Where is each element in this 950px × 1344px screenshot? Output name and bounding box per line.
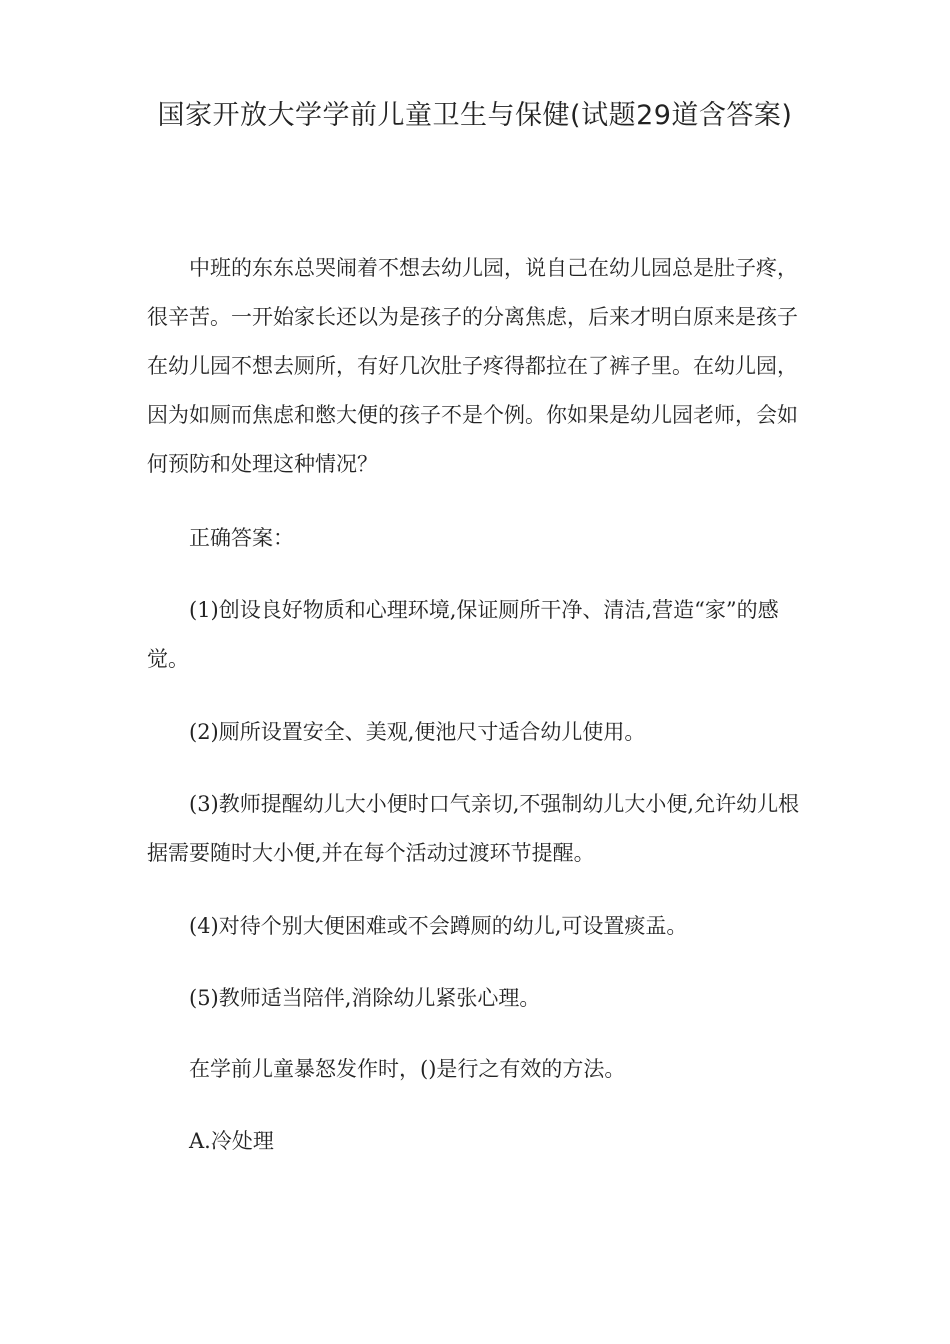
answer-item-4: (4)对待个别大便困难或不会蹲厕的幼儿,可设置痰盂。 bbox=[189, 914, 688, 938]
question-2-option-a: A.冷处理 bbox=[189, 1129, 274, 1153]
question-2-text: 在学前儿童暴怒发作时，()是行之有效的方法。 bbox=[189, 1057, 626, 1081]
answer-item-5: (5)教师适当陪伴,消除幼儿紧张心理。 bbox=[189, 986, 541, 1010]
answer-label: 正确答案： bbox=[189, 526, 294, 550]
question-1-text: 中班的东东总哭闹着不想去幼儿园，说自己在幼儿园总是肚子疼，很辛苦。一开始家长还以为是孩子的分离焦虑，后来才明白原来是孩子在幼儿园不想去厕所，有好几次肚子疼得都拉在了裤子里。在幼儿园，因为如厕而焦虑和憋大便的孩子不是个例。你如果是幼儿园老师，会如何预防和处理这种情况？ bbox=[147, 256, 798, 476]
answer-item-3: (3)教师提醒幼儿大小便时口气亲切,不强制幼儿大小便,允许幼儿根据需要随时大小便,并在每个活动过渡环节提醒。 bbox=[147, 792, 800, 865]
document-title: 国家开放大学学前儿童卫生与保健(试题29道含答案) bbox=[157, 100, 793, 131]
answer-item-2: (2)厕所设置安全、美观,便池尺寸适合幼儿使用。 bbox=[189, 720, 646, 744]
answer-item-1: (1)创设良好物质和心理环境,保证厕所干净、清洁,营造“家”的感觉。 bbox=[147, 598, 779, 671]
